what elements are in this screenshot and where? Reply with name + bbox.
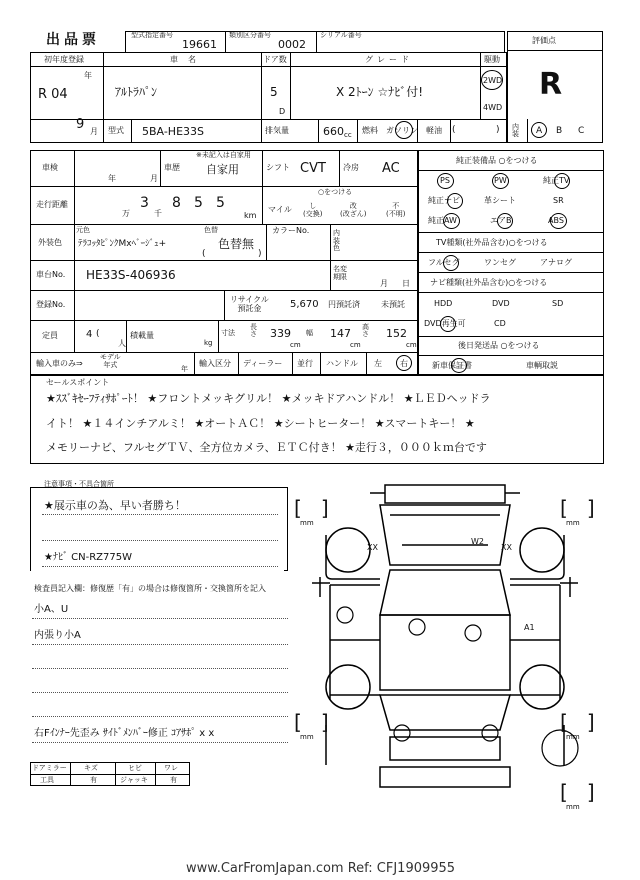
mm-bracket-fl: [ ] <box>294 496 329 520</box>
height-label: 高さ <box>362 323 369 338</box>
model-year-unit: 年 <box>181 365 188 373</box>
first-reg-year: R 04 <box>38 87 68 102</box>
score-value: R <box>539 67 563 102</box>
recycle-value: 5,670 <box>290 299 319 310</box>
name-change-month: 月 <box>380 279 388 288</box>
cc-label: cc <box>344 131 352 139</box>
chassis-value: HE33S-406936 <box>86 268 176 282</box>
equip-tv-circle <box>554 173 570 189</box>
navi-dvd: DVD <box>492 299 510 308</box>
inspection-month-label: 月 <box>150 174 158 183</box>
color-change-paren-close: ) <box>258 249 262 259</box>
meter-select-note: ○をつける <box>318 188 353 196</box>
dims-label: 寸法 <box>221 329 235 337</box>
recycle-label: リサイクル 預託金 <box>230 295 269 313</box>
tv-title: TV種類(社外品含む)○をつける <box>436 238 548 247</box>
inspector-line: 内張り小A <box>34 630 81 641</box>
handle-right: 右 <box>400 359 408 368</box>
equip-abs: ABS <box>548 216 564 225</box>
model-label: 型式 <box>108 126 124 135</box>
tv-fullseg: フルセグ <box>428 258 460 267</box>
equip-pw-circle <box>492 173 509 189</box>
navi-dvd-play: DVD再生可 <box>424 319 466 328</box>
load-unit: kg <box>204 339 213 347</box>
reg-label: 登録No. <box>36 300 66 309</box>
mileage-digit: 5 <box>194 195 203 211</box>
month-label: 月 <box>90 127 98 136</box>
navi-cd: CD <box>494 319 506 328</box>
fuel-paren: ( <box>452 125 456 135</box>
mileage-digit: 5 <box>216 195 225 211</box>
damage-mark: A1 <box>524 623 535 632</box>
mm-label: mm <box>300 519 314 527</box>
doors-label: ドア数 <box>263 55 287 64</box>
damage-mark: XX <box>501 543 512 552</box>
height-cm: cm <box>406 341 417 349</box>
interior-label: 内装 <box>512 123 519 138</box>
note-line: ★ﾅﾋﾞ CN-RZ775W <box>44 552 132 563</box>
car-damage-diagram <box>290 475 600 815</box>
equip-airbag-circle <box>497 213 513 229</box>
fuel-gas: ガソリン <box>386 126 418 135</box>
mm-label: mm <box>566 519 580 527</box>
width-cm: cm <box>350 341 361 349</box>
footer-watermark: www.CarFromJapan.com Ref: CFJ1909955 <box>186 861 456 876</box>
inspector-line: 小A、U <box>34 604 69 615</box>
equip-aw-circle <box>443 213 460 229</box>
shift-label: シフト <box>266 163 290 172</box>
meter-label: マイル <box>268 205 292 214</box>
mm-label: mm <box>300 733 314 741</box>
width-value: 147 <box>330 327 351 340</box>
recycle-unit: 円預託済 <box>328 300 360 309</box>
color-no-label: カラーNo. <box>272 226 310 235</box>
displacement-label: 排気量 <box>265 126 289 135</box>
grade-value: X 2ﾄｰﾝ ☆ﾅﾋﾞ付! <box>336 85 424 99</box>
history-note: ※未記入は自家用 <box>196 151 251 159</box>
color-change-paren: ( <box>202 249 206 259</box>
note-line: ★展示車の為、早い者勝ち！ <box>44 499 186 512</box>
score-label: 評価点 <box>532 36 556 45</box>
sales-line: メモリーナビ、フルセグＴＶ、全方位カメラ、ＥＴＣ付き！ ★走行３，０００ｋｍ台です <box>46 441 487 454</box>
navi-dvd-play-circle <box>440 316 456 332</box>
capacity-unit: 人 <box>118 339 126 348</box>
navi-hdd: HDD <box>434 299 453 308</box>
drive-2wd: 2WD <box>483 76 503 85</box>
import-cat-label: 輸入区分 <box>199 359 231 368</box>
mm-bracket-spare: [ ] <box>560 780 595 804</box>
ac-label: 冷房 <box>343 163 359 172</box>
legend-crack: ヒビ <box>128 764 142 772</box>
drive-4wd: 4WD <box>483 103 503 112</box>
sales-point-label: セールスポイント <box>46 378 110 387</box>
inspector-label: 検査員記入欄：修復歴「有」の場合は修復箇所・交換箇所を記入 <box>34 584 266 593</box>
serial-label: シリアル番号 <box>320 31 362 39</box>
capacity-label: 定員 <box>42 331 58 340</box>
type-no-label: 型式指定番号 <box>131 31 173 39</box>
width-label: 幅 <box>306 329 313 337</box>
color-orig-value: ﾃﾗｺｯﾀﾋﾟﾝｸMxﾍﾞｰｼﾞｭ+ <box>78 239 167 249</box>
mileage-sen: 千 <box>154 209 162 218</box>
capacity-paren: ( <box>96 329 100 339</box>
equip-navi-circle <box>447 193 463 209</box>
length-cm: cm <box>290 341 301 349</box>
history-value: 自家用 <box>206 163 239 176</box>
fuel-label: 燃料 <box>362 126 378 135</box>
legend-mirror: ドアミラー <box>32 764 67 772</box>
equip-abs-circle <box>550 213 567 229</box>
navi-title: ナビ種類(社外品含む)○をつける <box>430 278 548 287</box>
car-name-label: 車名 <box>170 55 206 64</box>
mm-label: mm <box>566 803 580 811</box>
mileage-digit: 8 <box>172 195 181 211</box>
inspection-label: 車検 <box>42 163 58 172</box>
navi-sd: SD <box>552 299 564 308</box>
meter-opt-altered: 改 (改ざん) <box>340 202 367 219</box>
name-change-label: 名変 期限 <box>333 265 347 282</box>
tv-oneseg: ワンセグ <box>484 258 516 267</box>
interior-b: B <box>556 126 563 136</box>
notes-label: 注意事項・不具合箇所 <box>44 480 114 488</box>
length-value: 339 <box>270 327 291 340</box>
fuel-gas-circle <box>395 121 413 139</box>
handle-left: 左 <box>374 359 382 368</box>
doors-d: D <box>279 107 286 116</box>
equip-aw: 純正AW <box>428 216 457 225</box>
equip-airbag: エアB <box>490 216 512 225</box>
capacity-value: 4 <box>86 329 93 340</box>
color-change-value: 色替無 <box>218 237 255 251</box>
color-label: 外装色 <box>38 238 62 247</box>
damage-mark: W2 <box>471 537 484 546</box>
import-parallel: 並行 <box>297 359 313 368</box>
notes-bracket-right <box>284 487 288 571</box>
equip-pw: PW <box>494 176 507 185</box>
meter-opt-exchange: し (交換) <box>303 202 323 219</box>
import-label: 輸入車のみ⇒ <box>36 359 83 368</box>
tv-fullseg-circle <box>443 255 459 271</box>
height-value: 152 <box>386 327 407 340</box>
length-label: 長さ <box>250 323 257 338</box>
sheet-title: 出品票 <box>46 32 100 48</box>
interior-c: C <box>578 126 585 136</box>
inspector-line: 右Fｲﾝﾅｰ先歪み ｻｲﾄﾞﾒﾝﾊﾞｰ修正 ｺｱｻﾎﾟ x x <box>34 728 215 739</box>
interior-a: A <box>536 126 543 136</box>
load-label: 積載量 <box>130 331 154 340</box>
mm-bracket-fr: [ ] <box>560 496 595 520</box>
later-title: 後日発送品 ○をつける <box>458 341 540 350</box>
mm-bracket-rl: [ ] <box>294 710 329 734</box>
model-value: 5BA-HE33S <box>142 125 204 138</box>
ac-value: AC <box>382 161 400 176</box>
equipment-title: 純正装備品 ○をつける <box>456 156 538 165</box>
equip-sr: SR <box>553 196 564 205</box>
inspection-year-label: 年 <box>108 174 116 183</box>
grade-label: グレード <box>365 55 413 64</box>
mileage-man: 万 <box>122 209 130 218</box>
fuel-light: 軽油 <box>426 126 442 135</box>
import-dealer: ディーラー <box>243 359 283 368</box>
class-no-label: 類別区分番号 <box>229 31 271 39</box>
equip-tv: 純正TV <box>543 176 570 185</box>
name-change-day: 日 <box>402 279 410 288</box>
later-warranty-circle <box>451 358 467 373</box>
legend-jack: ジャッキ <box>120 776 148 784</box>
sales-line: ★ｽｽﾞｷｾｰﾌﾃｨｻﾎﾟｰﾄ！ ★フロントメッキグリル！ ★メッキドアハンドル！ ★ＬＥＤヘッドラ <box>46 392 491 405</box>
equip-ps: PS <box>440 176 450 185</box>
later-manual: 車輌取説 <box>526 361 558 370</box>
drive-label: 駆動 <box>484 55 500 64</box>
history-label: 車歴 <box>164 163 180 172</box>
damage-mark: XX <box>367 543 378 552</box>
displacement-value: 660 <box>323 125 344 138</box>
chassis-label: 車台No. <box>36 270 66 279</box>
mileage-km: km <box>244 211 257 220</box>
first-reg-label: 初年度登録 <box>44 55 84 64</box>
drive-2wd-circle <box>481 70 503 90</box>
mm-bracket-rr: [ ] <box>560 710 595 734</box>
meter-opt-unknown: 不 (不明) <box>386 202 406 219</box>
shift-value: CVT <box>300 161 326 176</box>
later-warranty: 新車保証書 <box>432 361 472 370</box>
car-name: ｱﾙﾄﾗﾊﾟﾝ <box>115 85 158 99</box>
color-change-label: 色替 <box>204 226 218 234</box>
legend-tools-value: 有 <box>90 776 97 784</box>
class-no-value: 0002 <box>278 38 306 51</box>
legend-break: ワレ <box>164 764 178 772</box>
mileage-label: 走行距離 <box>36 200 68 209</box>
interior-color-label: 内装色 <box>333 229 340 253</box>
year-label: 年 <box>84 71 92 80</box>
legend-tools: 工具 <box>40 776 54 784</box>
sales-line: イト！ ★１４インチアルミ！ ★オートＡＣ！ ★シートヒーター！ ★スマートキー！ ★ <box>46 417 475 430</box>
legend-jack-value: 有 <box>170 776 177 784</box>
model-year-label: モデル 年式 <box>100 353 121 369</box>
mileage-digits <box>78 190 238 220</box>
fuel-paren-close: ) <box>496 125 500 135</box>
first-reg-month: 9 <box>76 117 85 132</box>
handle-label: ハンドル <box>326 359 358 368</box>
recycle-unpaid: 未預託 <box>381 300 405 309</box>
equip-leather: 革シート <box>484 196 516 205</box>
equip-navi: 純正ナビ <box>428 196 460 205</box>
tv-analog: アナログ <box>540 258 572 267</box>
type-no-value: 19661 <box>182 38 217 51</box>
doors-value: 5 <box>270 85 278 99</box>
mm-label: mm <box>566 733 580 741</box>
legend-scratch: キズ <box>84 764 98 772</box>
equip-ps-circle <box>437 173 454 189</box>
color-orig-label: 元色 <box>76 226 90 234</box>
handle-right-circle <box>396 355 412 371</box>
mileage-digit: 3 <box>140 195 149 211</box>
interior-a-circle <box>531 122 547 138</box>
